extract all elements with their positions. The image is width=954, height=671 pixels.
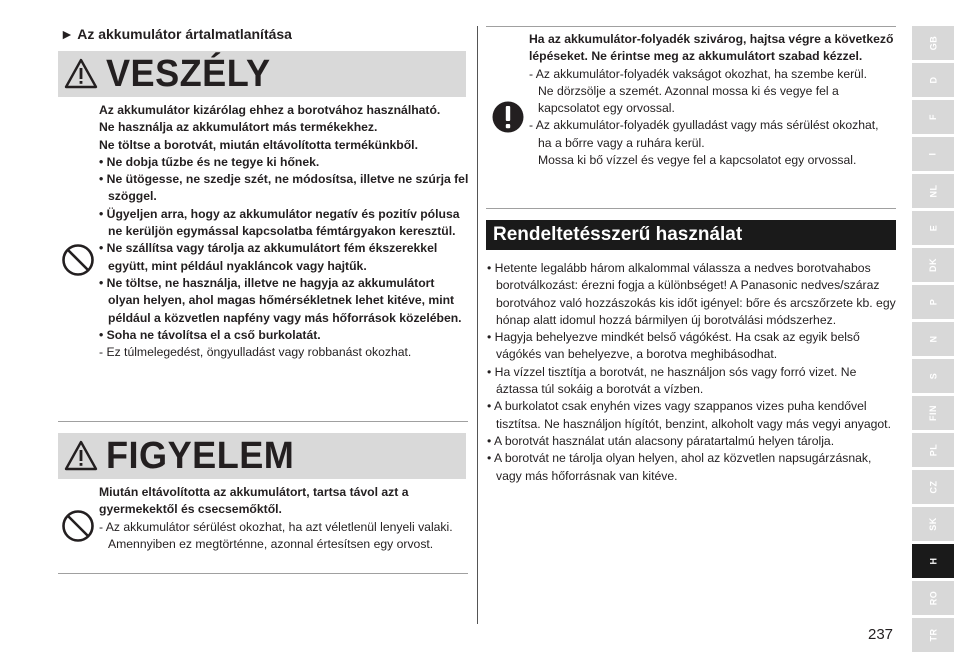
- language-tab[interactable]: [912, 211, 954, 245]
- language-tab[interactable]: [912, 137, 954, 171]
- section-title: Rendeltetésszerű használat: [493, 224, 743, 245]
- divider: [486, 208, 896, 209]
- language-tab[interactable]: [912, 248, 954, 282]
- leak-note: - Az akkumulátor-folyadék vakságot okozhat, ha szembe kerül.: [529, 66, 868, 81]
- language-tab-label: S: [927, 372, 938, 380]
- leak-note: - Az akkumulátor-folyadék gyulladást vagy más sérülést okozhat, ha a bőrre vagy a ruhára kerül.: [529, 118, 879, 150]
- language-tab-label: SK: [927, 517, 938, 531]
- language-tab-label: N: [928, 335, 938, 343]
- leak-note: Mossa ki bő vízzel és vegye fel a kapcsolatot egy orvossal.: [538, 153, 857, 168]
- language-tab-label: CZ: [928, 480, 938, 494]
- language-tab[interactable]: [912, 285, 954, 319]
- list-item: • A burkolatot csak enyhén vizes vagy szappanos vizes puha kendővel tisztítsa. Ne használjon hígítót, benzint, alkoholt vagy más vegyi anyagot.: [487, 399, 891, 431]
- leak-text: [529, 31, 895, 169]
- language-tab-label: TR: [928, 628, 938, 642]
- page-number: 237: [868, 626, 894, 643]
- language-tab[interactable]: [912, 100, 954, 134]
- language-tab-label: E: [927, 224, 938, 232]
- caution-text: [99, 484, 469, 553]
- list-item: • Hagyja behelyezve mindkét belső vágókést. Ha csak az egyik belső vágókés van behelyezve, a borotva meghibásodhat.: [487, 330, 860, 362]
- danger-paragraph: Ne használja az akkumulátort más termékekhez.: [99, 120, 378, 135]
- danger-paragraph: Ne töltse a borotvát, miután eltávolította termékünkből.: [99, 137, 418, 152]
- danger-title: VESZÉLY: [106, 52, 271, 95]
- danger-bullet: • Soha ne távolítsa el a cső burkolatát.: [99, 327, 321, 342]
- language-tab[interactable]: [912, 63, 954, 97]
- caution-paragraph: Miután eltávolította az akkumulátort, tartsa távol azt a gyermekektől és csecsemőktől.: [99, 485, 409, 517]
- warning-triangle-icon: [64, 57, 98, 91]
- language-tab-label: H: [928, 557, 938, 565]
- language-tab-label: DK: [928, 258, 938, 272]
- danger-bullet: • Ne ütögesse, ne szedje szét, ne módosítsa, illetve ne szúrja fel szöggel.: [99, 172, 469, 204]
- language-tab-label: D: [928, 76, 938, 84]
- prohibition-icon: [61, 509, 95, 543]
- danger-banner: [58, 51, 466, 97]
- column-separator: [477, 26, 478, 624]
- danger-bullet: • Ügyeljen arra, hogy az akkumulátor negatív és pozitív pólusa ne kerüljön egymással kapcsolatba fémtárgyakon keresztül.: [99, 206, 460, 239]
- language-tab[interactable]: [912, 396, 954, 430]
- language-tab-active[interactable]: [912, 544, 954, 578]
- leak-note: Ne dörzsölje a szemét. Azonnal mossa ki és vegye fel a kapcsolatot egy orvossal.: [538, 83, 839, 116]
- language-tab[interactable]: [912, 433, 954, 467]
- language-tab-label: F: [928, 114, 938, 120]
- exclamation-icon: [492, 100, 524, 134]
- caution-title: FIGYELEM: [106, 434, 295, 477]
- language-tab[interactable]: [912, 581, 954, 615]
- language-tab[interactable]: [912, 359, 954, 393]
- divider: [486, 26, 896, 27]
- language-tab[interactable]: [912, 618, 954, 652]
- language-tab-label: I: [927, 152, 938, 156]
- warning-triangle-icon: [64, 439, 98, 473]
- danger-text: [99, 102, 469, 361]
- danger-bullet: • Ne dobja tűzbe és ne tegye ki hőnek.: [99, 154, 320, 169]
- list-item: • A borotvát ne tárolja olyan helyen, ahol az közvetlen napsugárzásnak, vagy más hőforrásnak van kitéve.: [487, 451, 872, 483]
- language-tab-label: GB: [928, 35, 938, 51]
- language-tab[interactable]: [912, 26, 954, 60]
- danger-paragraph: Az akkumulátor kizárólag ehhez a borotvához használható.: [99, 103, 441, 117]
- usage-list: [487, 260, 898, 485]
- caution-note: Amennyiben ez megtörténne, azonnal értesítsen egy orvost.: [108, 536, 434, 551]
- divider: [58, 573, 468, 574]
- list-item: • Hetente legalább három alkalommal válassza a nedves borotvahabos borotválkozást: érezni fogja a különbséget! A Panasonic nedves/száraz borotvához való hozzászokás kis időt igényel: bőre és arcszőrzete kb. egy hónap alatt idomul hozzá bármilyen új borotválási módszerhez.: [487, 261, 896, 327]
- leak-paragraph: Ha az akkumulátor-folyadék szivárog, hajtsa végre a következő lépéseket. Ne érintse meg az akkumulátort szabad kézzel.: [529, 32, 894, 64]
- danger-bullet: • Ne szállítsa vagy tárolja az akkumulátort fém ékszerekkel együtt, mint például nyakláncok vagy hajtűk.: [99, 241, 438, 273]
- language-tab[interactable]: [912, 470, 954, 504]
- danger-note: - Ez túlmelegedést, öngyulladást vagy robbanást okozhat.: [99, 345, 412, 360]
- divider: [58, 421, 468, 422]
- language-tab[interactable]: [912, 174, 954, 208]
- language-tab-label: P: [927, 298, 938, 306]
- caution-note: - Az akkumulátor sérülést okozhat, ha azt véletlenül lenyeli valaki.: [99, 519, 453, 534]
- language-tab-label: RO: [928, 590, 938, 606]
- language-tab-label: NL: [928, 184, 938, 198]
- language-tab-label: PL: [927, 443, 938, 457]
- language-tab[interactable]: [912, 322, 954, 356]
- section-title-bar: [486, 220, 896, 250]
- prohibition-icon: [61, 243, 95, 277]
- caution-banner: [58, 433, 466, 479]
- danger-bullet: • Ne töltse, ne használja, illetve ne hagyja az akkumulátort olyan helyen, ahol magas hőmérsékletnek lehet kitéve, mint például a közvetlen napfény vagy más hőforrások közelében.: [99, 275, 462, 325]
- language-tab-label: FIN: [928, 405, 938, 421]
- language-tab[interactable]: [912, 507, 954, 541]
- list-item: • Ha vízzel tisztítja a borotvát, ne használjon sós vagy forró vizet. Ne áztassa túl sokáig a borotvát a vízben.: [487, 364, 857, 397]
- language-tabs: [912, 26, 954, 655]
- section-subheading: ► Az akkumulátor ártalmatlanítása: [60, 26, 292, 42]
- list-item: • A borotvát használat után alacsony páratartalmú helyen tárolja.: [487, 433, 835, 448]
